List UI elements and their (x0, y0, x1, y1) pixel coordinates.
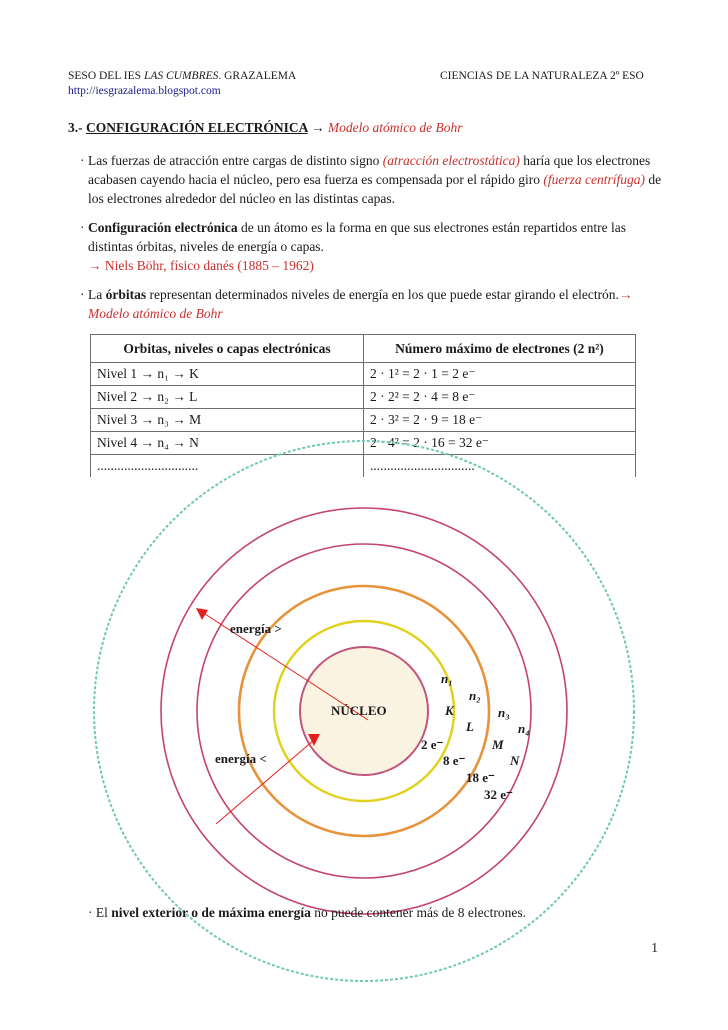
label-n3: n₃ (498, 705, 510, 720)
label-K: K (445, 703, 454, 718)
col-header-max-electrons: Número máximo de electrones (2 n²) (364, 335, 636, 363)
section-subtitle: Modelo atómico de Bohr (327, 120, 463, 135)
label-electrons-N: 32 e⁻ (484, 787, 513, 802)
bullet: · (88, 905, 93, 920)
label-electrons-M: 18 e⁻ (466, 770, 495, 785)
header-url[interactable]: http://iesgrazalema.blogspot.com (68, 85, 221, 97)
school-suffix: . GRAZALEMA (218, 70, 297, 82)
level-cell: Nivel 3 → n₃ → M (91, 409, 364, 432)
para-model-note: → Modelo atómico de Bohr (88, 287, 633, 321)
label-nucleus: NÚCLEO (331, 703, 387, 718)
label-electrons-K: 2 e⁻ (421, 737, 444, 752)
bullet: · (80, 153, 85, 168)
level-cell: Nivel 4 → n₄ → N (91, 432, 364, 455)
para-bold: Configuración electrónica (88, 220, 238, 235)
energy-arrow-high (196, 608, 208, 620)
para-bohr-note: → Niels Böhr, físico danés (1885 – 1962) (88, 258, 314, 273)
section-title-text: CONFIGURACIÓN ELECTRÓNICA (86, 120, 308, 135)
school-name: LAS CUMBRES (143, 70, 219, 82)
page-number: 1 (651, 940, 658, 955)
label-n4: n₄ (518, 721, 530, 736)
col-header-levels: Orbitas, niveles o capas electrónicas (91, 335, 364, 363)
para-text: de un átomo es la forma en que sus electrones están repartidos entre las distintas órbitas, niveles de energía o capas. (88, 220, 626, 254)
header-subject: CIENCIAS DE LA NATURALEZA 2º ESO (440, 70, 644, 82)
label-n1: n₁ (441, 671, 453, 686)
para-highlight: (atracción electrostática) (382, 153, 520, 168)
bullet: · (80, 287, 85, 302)
label-energy-high: energía > (230, 621, 282, 636)
formula-cell: 2 · 3² = 2 · 9 = 18 e⁻ (364, 409, 636, 432)
para-text: representan determinados niveles de energía en los que puede estar girando el electrón. (149, 287, 619, 302)
school-prefix: SESO DEL IES (68, 70, 142, 82)
level-cell: Nivel 1 → n₁ → K (91, 363, 364, 386)
label-M: M (492, 737, 504, 752)
para-bold: nivel exterior o de máxima energía (111, 905, 311, 920)
para-text: de los electrones alrededor del núcleo en las distintas capas. (88, 172, 662, 206)
formula-cell: 2 · 1² = 2 · 1 = 2 e⁻ (364, 363, 636, 386)
label-L: L (466, 719, 474, 734)
formula-cell: ............................... (364, 455, 636, 478)
paragraph-outer-level (88, 905, 526, 921)
formula-cell: 2 · 4² = 2 · 16 = 32 e⁻ (364, 432, 636, 455)
para-text: El (95, 905, 108, 920)
para-bold: órbitas (105, 287, 147, 302)
label-energy-low: energía < (215, 751, 267, 766)
formula-cell: 2 · 2² = 2 · 4 = 8 e⁻ (364, 386, 636, 409)
para-text: no puede contener más de 8 electrones. (314, 905, 526, 920)
para-text: La (88, 287, 103, 302)
label-electrons-L: 8 e⁻ (443, 753, 466, 768)
label-n2: n₂ (469, 688, 481, 703)
para-text: Las fuerzas de atracción entre cargas de distinto signo (88, 153, 380, 168)
section-arrow: → (311, 120, 325, 135)
label-N: N (510, 753, 520, 768)
section-number: 3.- (68, 120, 83, 135)
level-cell: Nivel 2 → n₂ → L (91, 386, 364, 409)
level-cell: .............................. (91, 455, 364, 478)
para-text: haría que los electrones acabasen cayendo hacia el núcleo, pero esa fuerza es compensada por el rápido giro (88, 153, 651, 187)
bullet: · (80, 220, 85, 235)
para-highlight: (fuerza centrífuga) (543, 172, 646, 187)
